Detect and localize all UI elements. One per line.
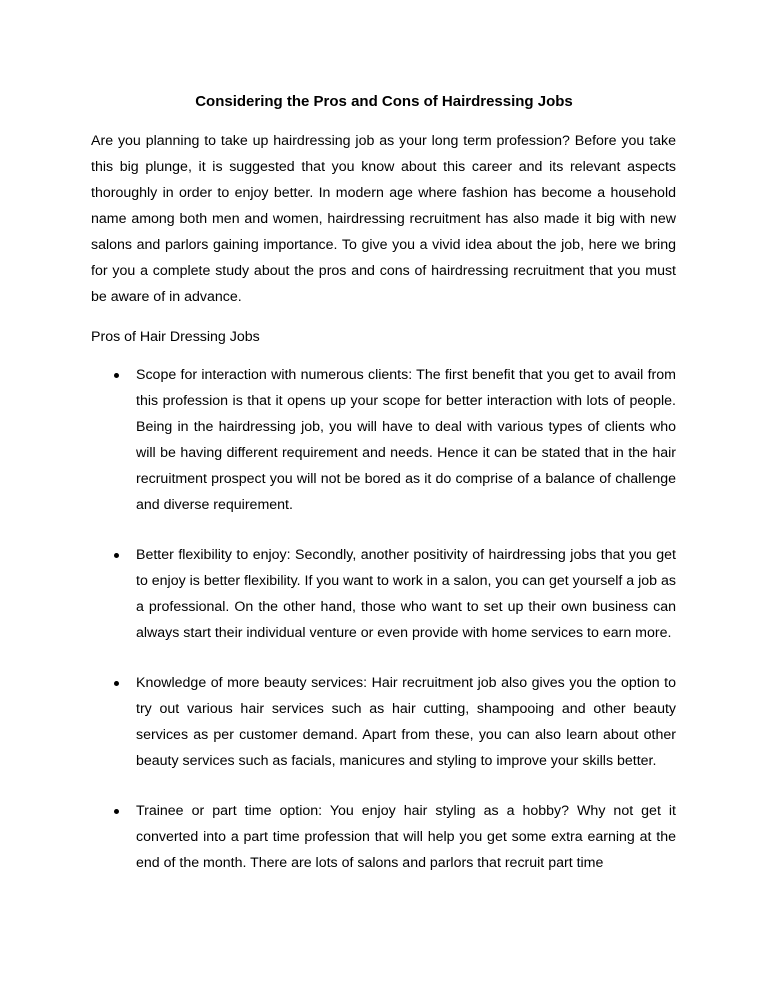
list-item bbox=[0, 670, 768, 774]
section-heading: Pros of Hair Dressing Jobs bbox=[91, 329, 260, 345]
pros-bullet-list bbox=[0, 362, 768, 900]
bullet-text: Trainee or part time option: You enjoy hair styling as a hobby? Why not get it converted into a part time profession that will help you get some extra earning at the end of the month. There are lots of salons and parlors that recruit part time bbox=[136, 803, 676, 871]
bullet-text: Better flexibility to enjoy: Secondly, another positivity of hairdressing jobs that you get to enjoy is better flexibility. If you want to work in a salon, you can get yourself a job as a professional. On the other hand, those who want to set up their own business can always start their individual venture or even provide with home services to earn more. bbox=[136, 547, 676, 641]
list-item bbox=[0, 542, 768, 646]
bullet-text: Scope for interaction with numerous clients: The first benefit that you get to avail from this profession is that it opens up your scope for better interaction with lots of people. Being in the hairdressing job, you will have to deal with various types of clients who will be having different requirement and needs. Hence it can be stated that in the hair recruitment prospect you will not be bored as it do comprise of a balance of challenge and diverse requirement. bbox=[136, 367, 676, 513]
list-item bbox=[0, 798, 768, 876]
intro-paragraph: Are you planning to take up hairdressing job as your long term profession? Before you take this big plunge, it is suggested that you know about this career and its relevant aspects thoroughly in order to enjoy better. In modern age where fashion has become a household name among both men and women, hairdressing recruitment has also made it big with new salons and parlors gaining importance. To give you a vivid idea about the job, here we bring for you a complete study about the pros and cons of hairdressing recruitment that you must be aware of in advance. bbox=[91, 133, 676, 305]
bullet-icon bbox=[114, 809, 119, 814]
list-item bbox=[0, 362, 768, 518]
bullet-icon bbox=[114, 553, 119, 558]
bullet-icon bbox=[114, 681, 119, 686]
bullet-icon bbox=[114, 373, 119, 378]
bullet-text: Knowledge of more beauty services: Hair recruitment job also gives you the option to try out various hair services such as hair cutting, shampooing and other beauty services as per customer demand. Apart from these, you can also learn about other beauty services such as facials, manicures and styling to improve your skills better. bbox=[136, 675, 676, 769]
document-title: Considering the Pros and Cons of Hairdressing Jobs bbox=[195, 93, 573, 110]
